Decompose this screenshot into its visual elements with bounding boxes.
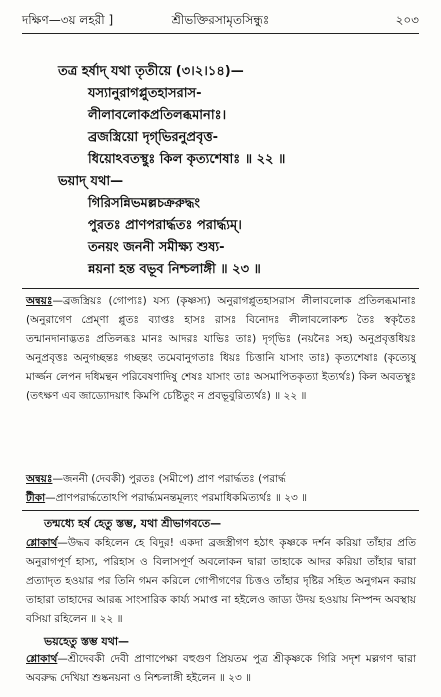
verse-line: যস্যানুরাগপ্লুতহাসরাস-: [88, 86, 202, 101]
verse-line: ন্নয়না হন্ত বভূব নিশ্চলাঙ্গী ॥ ২৩ ॥: [88, 262, 261, 277]
subheading-bhaya: ভয়হেতু স্তম্ভ যথা—: [44, 635, 130, 648]
verse-intro-harsha: তত্র হর্ষাদ্‌ যথা তৃতীয়ে (৩।২।১৪)—: [58, 64, 244, 79]
tika-text: —প্রাণপরার্দ্ধতোঽপি পরার্দ্ধ্যমনন্তমূল্যং পরমাধিকমিত্যর্থঃ ॥ ২৩ ॥: [45, 492, 308, 504]
verse-line: পুরতঃ প্রাণপরার্দ্ধতঃ পরার্দ্ধ্যম্‌।: [88, 218, 242, 233]
commentary-anvaya-2: [26, 470, 416, 489]
verse-line: তনয়ং জননী সমীক্ষ্য শুষ্য-: [88, 240, 225, 255]
commentary-text: —ব্রজস্ত্রিয়ঃ (গোপ্যঃ) যস্য (কৃষ্ণস্য) অনুরাগপ্লুতহাসরাস লীলাবলোক প্রতিলব্ধমানাঃ (অনুরাগেণ প্রেম্ণা প্লুতঃ ব্যাপ্তঃ হাসঃ রাসঃ বিনোদঃ লীলাবলোকশ্চ তৈঃ স্বকৃতৈঃ তন্মানদানাদ্ভতঃ প্রতিলব্ধঃ মানঃ আদরঃ যাভিঃ তাঃ) দৃগ্‌ভিঃ (নয়নৈঃ সহ) অনুপ্রবৃত্তধিয়ঃ অনুপ্রবৃত্তঃ অনুগচ্ছন্তঃ গচ্ছন্তং তমেবানুগতাঃ ধিয়ঃ চিত্তানি যাসাং তাঃ) কৃত্যশেষাঃ (কৃত্যেষু মার্জ্জন লেপন দধিমন্থন পরিবেষণাদিষু শেষঃ যাসাং তাঃ অসমাপিতকৃত্যা ইত্যর্থঃ) কিল অবতস্থুঃ (তৎক্ষণ এব জাড্যোদয়াৎ কিমপি চেষ্টিতুং ন প্রবভূবুরিত্যর্থঃ) ॥ ২২ ॥: [26, 295, 416, 402]
translation-23: [26, 650, 416, 688]
section-rule: [22, 288, 419, 289]
commentary-text: —জননী (দেবকী) পুরতঃ (সমীপে) প্রাণ পরার্দ্ধতঃ (পরার্দ্ধ: [52, 473, 286, 485]
commentary-anvaya-1: [26, 292, 416, 406]
translation-label: শ্লোকার্থ: [26, 537, 58, 549]
book-title: শ্রীভক্তিরসামৃতসিন্ধুঃ: [171, 13, 270, 27]
tika-label: টীকা: [26, 492, 46, 504]
section-rule: [22, 510, 419, 511]
header-rule: [22, 33, 419, 34]
commentary-label: অন্বয়ঃ: [26, 295, 53, 307]
running-header: [22, 10, 419, 32]
translation-22: [26, 534, 416, 629]
translation-text: —উদ্ধব কহিলেন হে বিদুর! একদা ব্রজস্ত্রীগণ হঠাৎ কৃষ্ণকে দর্শন করিয়া তাঁহার প্রতি অনুরাগপূর্ণ হাস্য, পরিহাস ও বিলাসপূর্ণ অবলোকন দ্বারা তাহাকে আদর করিয়া তাঁহার দ্বারা প্রত্যাদৃত হওয়ার পর তিনি গমন করিলে গোপীগণের চিত্তও তাঁহার দৃষ্টির সহিত অনুগমন করায় তাহারা তাহাদের আরব্ধ সাংসারিক কার্য্য সমাপ্ত না হইলেও জাড্য উদয় হওয়ায় নিস্পন্দ অবস্থায় বসিয়া রহিলেন ॥ ২২ ॥: [26, 537, 416, 625]
verse-intro-bhaya: ভয়াদ্‌ যথা—: [58, 174, 124, 189]
translation-label: শ্লোকার্থ: [26, 653, 58, 665]
tika-block: [26, 489, 416, 508]
commentary-label: অন্বয়ঃ: [26, 473, 53, 485]
page-number: ২০৩: [395, 13, 419, 27]
verse-line: গিরিসন্নিভমল্লচক্ররুদ্ধং: [88, 196, 200, 211]
chapter-label: দক্ষিণ—৩য় লহরী ]: [22, 13, 114, 27]
translation-text: —শ্রীদেবকী দেবী প্রাণাপেক্ষা বহুগুণ প্রিয়তম পুত্র শ্রীকৃষ্ণকে গিরি সদৃশ মল্লগণ দ্বারা অবরুদ্ধ দেখিয়া শুষ্কনয়না ও নিশ্চলাঙ্গী হইলেন ॥ ২৩ ॥: [26, 653, 416, 684]
verse-line: লীলাবলোকপ্রতিলব্ধমানাঃ।: [88, 108, 227, 123]
section-heading: তন্মধ্যে হর্ষ হেতু স্তম্ভ, যথা শ্রীভাগবতে—: [44, 517, 222, 530]
verse-line: ধিয়োঽবতস্থুঃ কিল কৃত্যশেষাঃ ॥ ২২ ॥: [88, 152, 286, 167]
verse-line: ব্রজস্ত্রিয়ো দৃগ্‌ভিরনুপ্রবৃত্ত-: [88, 130, 219, 145]
